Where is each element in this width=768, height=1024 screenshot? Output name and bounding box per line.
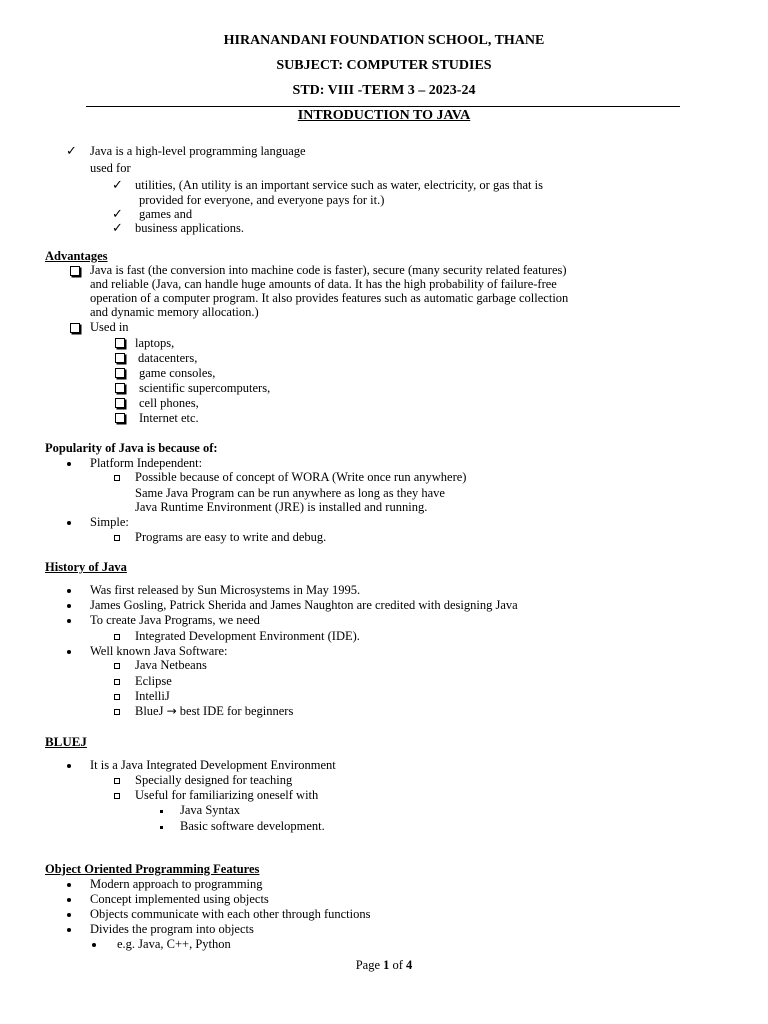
list-item: Programs are easy to write and debug. bbox=[135, 530, 327, 544]
used-in-label: Used in bbox=[90, 320, 129, 334]
bluej-heading: BLUEJ bbox=[45, 734, 87, 749]
list-item: Eclipse bbox=[135, 674, 172, 688]
sub-bullet-icon bbox=[114, 674, 120, 689]
bullet-icon bbox=[67, 644, 71, 659]
list-item: business applications. bbox=[135, 221, 245, 235]
checkmark-icon: ✓ bbox=[112, 206, 123, 221]
checkbox-icon bbox=[115, 410, 125, 425]
page-label: Page bbox=[355, 958, 380, 972]
subject-line: SUBJECT: COMPUTER STUDIES bbox=[276, 58, 492, 73]
bullet-icon bbox=[67, 515, 71, 530]
popularity-heading: Popularity of Java is because of: bbox=[45, 441, 218, 455]
list-item: Integrated Development Environment (IDE). bbox=[135, 629, 360, 643]
sub-bullet-icon bbox=[114, 658, 120, 673]
list-item: scientific supercomputers, bbox=[139, 381, 271, 395]
checkmark-icon: ✓ bbox=[112, 220, 123, 235]
checkbox-icon bbox=[70, 263, 80, 278]
checkmark-icon: ✓ bbox=[66, 143, 77, 158]
list-item: Java Runtime Environment (JRE) is installed and running. bbox=[135, 500, 428, 514]
bullet-icon bbox=[67, 892, 71, 907]
square-bullet-icon bbox=[160, 803, 163, 818]
sub-bullet-icon bbox=[114, 704, 120, 719]
bluej-label: BlueJ bbox=[135, 704, 164, 718]
list-item: games and bbox=[139, 207, 193, 221]
list-item: Same Java Program can be run anywhere as long as they have bbox=[135, 486, 445, 500]
list-item: Java Syntax bbox=[180, 803, 241, 817]
advantages-para: operation of a computer program. It also provides features such as automatic garbage collection bbox=[90, 291, 569, 305]
list-item: Java Netbeans bbox=[135, 658, 207, 672]
intro-line: Java is a high-level programming language bbox=[90, 144, 306, 158]
list-item: laptops, bbox=[135, 336, 175, 350]
total-pages: 4 bbox=[406, 958, 413, 972]
bullet-icon bbox=[67, 907, 71, 922]
list-item: Objects communicate with each other through functions bbox=[90, 907, 371, 921]
sub-bullet-icon bbox=[114, 788, 120, 803]
sub-bullet-icon bbox=[114, 629, 120, 644]
sub-bullet-icon bbox=[114, 530, 120, 545]
std-term-line: STD: VIII -TERM 3 – 2023-24 bbox=[292, 83, 476, 98]
list-item: Useful for familiarizing oneself with bbox=[135, 788, 319, 802]
list-item: game consoles, bbox=[139, 366, 216, 380]
checkbox-icon bbox=[115, 395, 125, 410]
sub-bullet-icon bbox=[114, 773, 120, 788]
advantages-para: and dynamic memory allocation.) bbox=[90, 305, 259, 319]
intro-used-for: used for bbox=[90, 161, 131, 175]
list-item: James Gosling, Patrick Sherida and James Naughton are credited with designing Java bbox=[90, 598, 518, 612]
list-item: Divides the program into objects bbox=[90, 922, 254, 936]
list-item: IntelliJ bbox=[135, 689, 170, 703]
bullet-icon bbox=[67, 613, 71, 628]
advantages-para: Java is fast (the conversion into machine code is faster), secure (many security related features) bbox=[90, 263, 567, 277]
list-item: datacenters, bbox=[138, 351, 198, 365]
list-item: Concept implemented using objects bbox=[90, 892, 269, 906]
list-item: Simple: bbox=[90, 515, 129, 529]
page-of-label: of bbox=[392, 958, 403, 972]
list-item: cell phones, bbox=[139, 396, 199, 410]
list-item: Basic software development. bbox=[180, 819, 325, 833]
arrow-right-icon: → bbox=[166, 704, 177, 718]
history-heading: History of Java bbox=[45, 560, 127, 574]
bullet-icon bbox=[67, 922, 71, 937]
list-item bbox=[135, 704, 293, 719]
bullet-icon bbox=[67, 456, 71, 471]
list-item: Was first released by Sun Microsystems in May 1995. bbox=[90, 583, 361, 597]
school-name: HIRANANDANI FOUNDATION SCHOOL, THANE bbox=[223, 33, 545, 48]
checkmark-icon: ✓ bbox=[112, 177, 123, 192]
sub-bullet-icon bbox=[114, 470, 120, 485]
list-item: e.g. Java, C++, Python bbox=[117, 937, 231, 951]
checkbox-icon bbox=[115, 380, 125, 395]
bullet-icon bbox=[67, 598, 71, 613]
bullet-icon bbox=[67, 877, 71, 892]
current-page: 1 bbox=[383, 958, 390, 972]
bullet-icon bbox=[67, 758, 71, 773]
list-item: Internet etc. bbox=[139, 411, 199, 425]
page-number bbox=[0, 958, 768, 973]
bluej-desc: best IDE for beginners bbox=[179, 704, 294, 718]
checkbox-icon bbox=[115, 335, 125, 350]
bullet-icon bbox=[67, 583, 71, 598]
header-divider bbox=[86, 106, 680, 107]
checkbox-icon bbox=[70, 320, 80, 335]
advantages-heading: Advantages bbox=[45, 249, 108, 263]
bullet-icon bbox=[92, 937, 96, 952]
advantages-para: and reliable (Java, can handle huge amounts of data. It has the high probability of failure-free bbox=[90, 277, 557, 291]
list-item: Platform Independent: bbox=[90, 456, 203, 470]
sub-bullet-icon bbox=[114, 689, 120, 704]
list-item: Modern approach to programming bbox=[90, 877, 263, 891]
oop-heading: Object Oriented Programming Features bbox=[45, 862, 260, 876]
page-title: INTRODUCTION TO JAVA bbox=[297, 108, 471, 123]
list-item: utilities, (An utility is an important service such as water, electricity, or gas that is bbox=[135, 178, 543, 192]
list-item: Specially designed for teaching bbox=[135, 773, 293, 787]
list-item: Well known Java Software: bbox=[90, 644, 228, 658]
square-bullet-icon bbox=[160, 819, 163, 834]
list-item: To create Java Programs, we need bbox=[90, 613, 260, 627]
list-item: It is a Java Integrated Development Environment bbox=[90, 758, 336, 772]
list-item: Possible because of concept of WORA (Write once run anywhere) bbox=[135, 470, 467, 484]
checkbox-icon bbox=[115, 350, 125, 365]
list-item: provided for everyone, and everyone pays for it.) bbox=[139, 193, 385, 207]
checkbox-icon bbox=[115, 365, 125, 380]
